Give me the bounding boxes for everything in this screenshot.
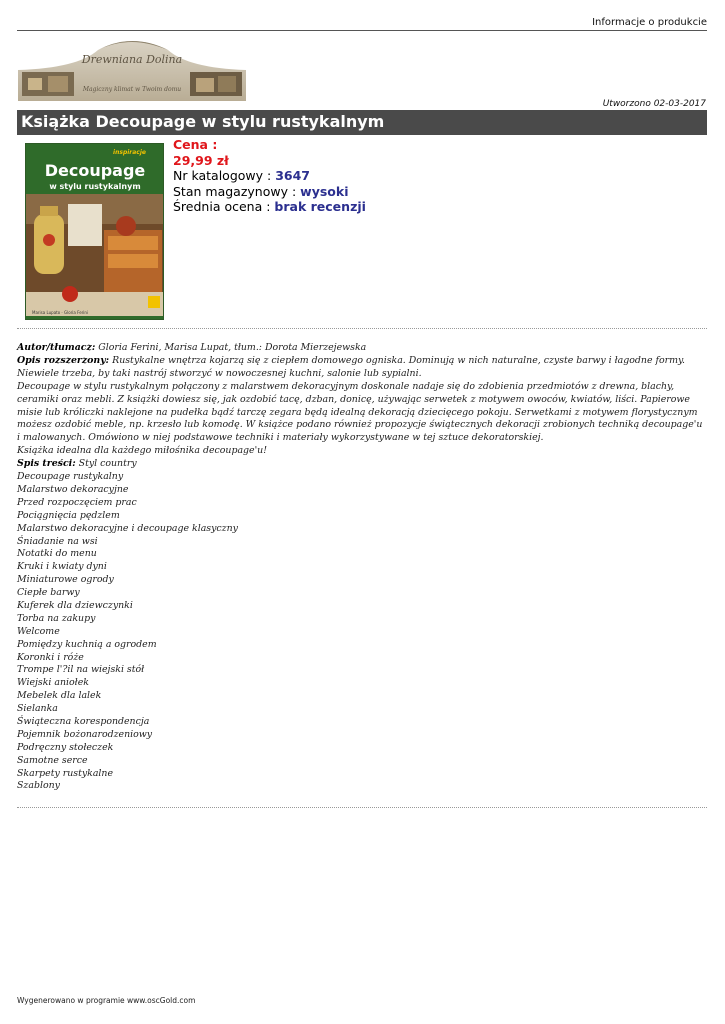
toc-item: Pociągnięcia pędzlem bbox=[17, 509, 120, 521]
section-divider-top bbox=[17, 328, 707, 329]
toc-item: Pomiędzy kuchnią a ogrodem bbox=[17, 638, 157, 650]
toc-item: Decoupage rustykalny bbox=[17, 471, 124, 483]
product-cover-image[interactable] bbox=[25, 143, 164, 320]
toc-heading-row bbox=[17, 458, 707, 471]
toc-item: Skarpety rustykalne bbox=[17, 767, 114, 779]
rating-value[interactable]: brak recenzji bbox=[274, 199, 366, 214]
section-divider-bottom bbox=[17, 807, 707, 808]
toc-item: Ciepłe barwy bbox=[17, 587, 80, 599]
author-label: Autor/tłumacz: bbox=[17, 342, 96, 353]
description-paragraph-2: Decoupage w stylu rustykalnym połączony z malarstwem dekoracyjnym doskonale nadaje się do zdobienia przedmiotów z drewna, blachy, ceramiki oraz mebli. Z książki dowiesz się, jak ozdobić tacę, dzban, donicę, używając serwetek z motywem owoców, kwiatów, liści. Papierowe misie lub króliczki naklejone na pudełka bądź tarczę zegara będą idealną dekoracją dziecięcego pokoju. Serwetkami z motywem florystycznym możesz ozdobić meble, np. krzesło lub komodę. W książce podano również propozycje świątecznych dekoracji zrobionych techniką decoupage'u i malowanych. Omówiono w niej podstawowe techniki i materiały wykorzystywane w tej sztuce dekoratorskiej. bbox=[17, 380, 703, 444]
catalog-number-label: Nr katalogowy : bbox=[173, 168, 272, 183]
toc-item: Kruki i kwiaty dyni bbox=[17, 561, 107, 573]
toc-item: Notatki do menu bbox=[17, 548, 97, 560]
catalog-number-row bbox=[173, 168, 366, 184]
toc-item: Szablony bbox=[17, 780, 60, 792]
toc-item: Torba na zakupy bbox=[17, 612, 96, 624]
product-info bbox=[173, 137, 366, 215]
description-text-1: Rustykalne wnętrza kojarzą się z ciepłem domowego ogniska. Dominują w nich naturalne, czyste barwy i łagodne formy. Niewiele trzeba, by taki nastrój stworzyć w nowoczesnej kuchni, salonie lub sypialni. bbox=[17, 354, 685, 379]
author-row bbox=[17, 342, 707, 355]
toc-item: Malarstwo dekoracyjne i decoupage klasyczny bbox=[17, 522, 238, 534]
price-label: Cena : bbox=[173, 137, 218, 152]
toc-item: Trompe l'?il na wiejski stół bbox=[17, 664, 145, 676]
cover-subtitle: w stylu rustykalnym bbox=[49, 182, 141, 191]
toc-item: Kuferek dla dziewczynki bbox=[17, 599, 133, 611]
toc-item: Mebelek dla lalek bbox=[17, 690, 102, 702]
stock-label: Stan magazynowy : bbox=[173, 183, 297, 199]
toc-item: Malarstwo dekoracyjne bbox=[17, 483, 129, 495]
stock-row bbox=[173, 184, 366, 200]
toc-item: Sielanka bbox=[17, 703, 58, 715]
product-title: Książka Decoupage w stylu rustykalnym bbox=[21, 112, 385, 131]
description-paragraph-3: Książka idealna dla każdego miłośnika decoupage'u! bbox=[17, 445, 267, 457]
footer-text: Wygenerowano w programie www.oscGold.com bbox=[17, 996, 196, 1005]
rating-label: Średnia ocena : bbox=[173, 199, 271, 214]
author-value: Gloria Ferini, Marisa Lupat, tłum.: Dorota Mierzejewska bbox=[98, 342, 367, 353]
toc-item: Śniadanie na wsi bbox=[17, 535, 98, 547]
logo-tagline: Magiczny klimat w Twoim domu bbox=[82, 86, 182, 93]
logo-name: Drewniana Dolina bbox=[81, 53, 183, 66]
table-of-contents bbox=[17, 471, 707, 793]
catalog-number-value: 3647 bbox=[275, 168, 310, 183]
toc-item: Podręczny stołeczek bbox=[17, 741, 114, 753]
toc-item: Welcome bbox=[17, 625, 60, 637]
header-divider bbox=[17, 30, 707, 31]
stock-value: wysoki bbox=[300, 183, 349, 199]
page-header-title: Informacje o produkcie bbox=[592, 17, 707, 28]
toc-item: Przed rozpoczęciem prac bbox=[17, 496, 137, 508]
product-description bbox=[17, 342, 707, 793]
description-paragraph-1 bbox=[17, 355, 707, 381]
cover-authors: Marisa Lupato · Gloria Ferini bbox=[32, 310, 89, 315]
price-value: 29,99 zł bbox=[173, 152, 229, 168]
rating-row bbox=[173, 199, 366, 215]
created-date: Utworzono 02-03-2017 bbox=[602, 99, 706, 109]
cover-badge: inspiracje bbox=[113, 149, 146, 156]
toc-item: Miniaturowe ogrody bbox=[17, 574, 114, 586]
product-title-bar bbox=[17, 110, 707, 135]
toc-item: Samotne serce bbox=[17, 754, 88, 766]
description-label: Opis rozszerzony: bbox=[17, 354, 110, 366]
toc-item: Pojemnik bożonarodzeniowy bbox=[17, 728, 153, 740]
toc-item: Świąteczna korespondencja bbox=[17, 715, 150, 727]
toc-label: Spis treści: bbox=[17, 458, 76, 470]
toc-item: Wiejski aniołek bbox=[17, 677, 89, 689]
cover-title: Decoupage bbox=[44, 161, 146, 180]
toc-item: Koronki i róże bbox=[17, 651, 84, 663]
store-logo[interactable] bbox=[18, 36, 246, 101]
toc-first-item: Styl country bbox=[78, 458, 137, 470]
